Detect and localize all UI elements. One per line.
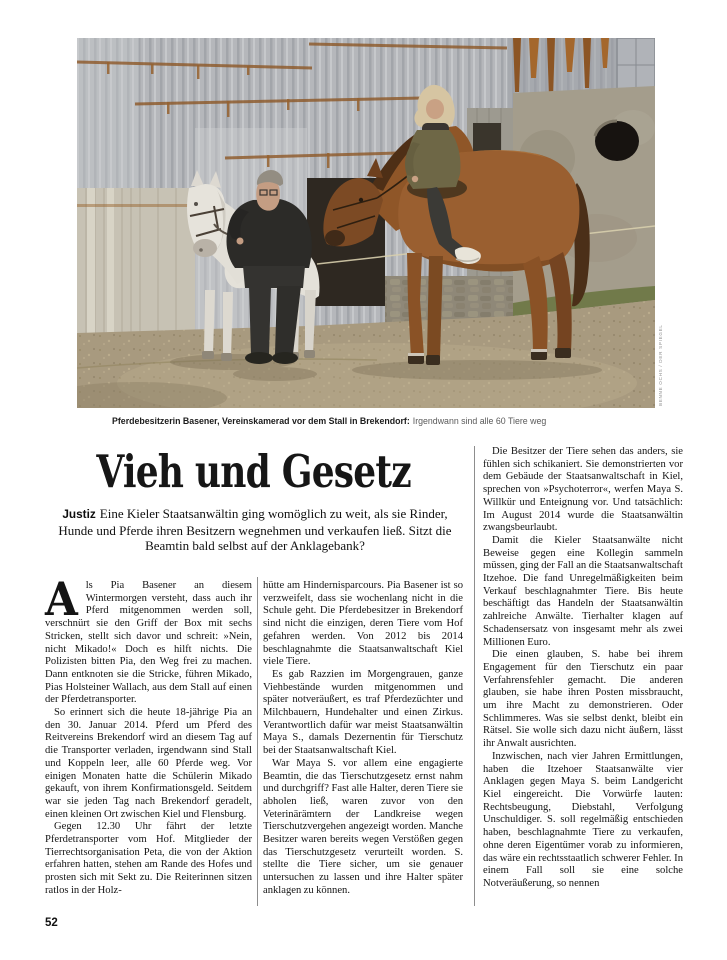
paragraph: Es gab Razzien im Morgengrauen, ganze Viehbestände wurden mitgenommen und später notveräußert, es traf Pferdezüchter und Milchbauern, Hundehalter und einen Zirkus. Verantwortlich dafür war meist Staatsanwältin Maya S., damals Dezernentin für Tierschutz bei der Staatsanwaltschaft Kiel.: [263, 668, 463, 757]
paragraph: hütte am Hindernisparcours. Pia Basener ist so verzweifelt, dass sie wochenlang nicht in die Schule geht. Die Pferdebesitzer in Brekendorf sind nicht die einzigen, deren Tiere vom Hof gefahren werden. Von 2012 bis 2014 beschlagnahmte die Staatsanwaltschaft Kiel viele Tiere.: [263, 580, 463, 668]
kicker: Justiz: [62, 507, 96, 521]
paragraph: War Maya S. vor allem eine engagierte Beamtin, die das Tierschutzgesetz ernst nahm und durchgriff? Fast alle Halter, deren Tiere sie abholen ließ, waren zuvor von den Veterinärämtern der Landkreise wegen Tierschutzvergehen angezeigt worden. Manche Besitzer waren bereits wegen Verstößen gegen das Tierschutzgesetz verurteilt worden. S. stellte die Tiere sicher, um sie genauer untersuchen zu lassen und ihre Halter später anklagen zu können.: [263, 757, 463, 896]
column-rule: [257, 577, 258, 906]
deck: [55, 506, 455, 554]
column-1: [45, 572, 252, 898]
headline: [45, 445, 463, 498]
caption-regular: Irgendwann sind alle 60 Tiere weg: [412, 416, 547, 426]
column-rule: [474, 446, 475, 906]
paragraph: Die einen glauben, S. habe bei ihrem Engagement für den Tierschutz ein paar Verfahrensfehler gemacht. Die anderen glauben, sie habe ihren Posten missbraucht, um ihre Macht zu demonstrieren. Oder Schlimmeres. Was sie selbst denkt, bleibt ein Rätsel. Sie wolle sich dazu nicht äußern, lässt ihr Anwalt ausrichten.: [483, 649, 683, 750]
photo-credit: BENNE OCHS / DER SPIEGEL: [658, 324, 663, 406]
stall-photo: [77, 38, 655, 408]
paragraph: [45, 572, 252, 707]
deck-text: Eine Kieler Staatsanwältin ging womöglich zu weit, als sie Rinder, Hunde und Pferde ihren Besitzern wegnehmen und verkaufen ließ. Sitzt die Beamtin bald selbst auf der Anklagebank?: [58, 506, 452, 554]
headline-text: Vieh und Gesetz: [96, 445, 412, 498]
dropcap: A: [45, 572, 78, 626]
paragraph: So erinnert sich die heute 18-jährige Pia an den 30. Januar 2014. Pferd um Pferd des Reitvereins Brekendorf wird an diesem Tag auf die Transporter verladen, irgendwann sind Stall und Koppeln leer, alle 60 Pferde weg. Vor einigen Monaten hatte die Schülerin Mikado gekauft, von ihrem Konfirmationsgeld. Seitdem war sie jeden Tag nach Brekendorf geradelt, einen kleinen Ort zwischen Kiel und Flensburg.: [45, 707, 252, 820]
column-2: [263, 580, 463, 898]
caption-bold: Pferdebesitzerin Basener, Vereinskamerad vor dem Stall in Brekendorf:: [112, 416, 410, 426]
paragraph: Die Besitzer der Tiere sehen das anders, sie fühlen sich schikaniert. Sie demonstrierten vor dem Gebäude der Staatsanwaltschaft in Kiel, sprechen von »Psychoterror«, werfen Maya S. Willkür und Enteignung vor. Und tatsächlich: Im August 2014 wurde die Staatsanwältin zwangsbeurlaubt.: [483, 446, 683, 534]
stall-photo-illustration: [77, 38, 655, 408]
paragraph: Damit die Kieler Staatsanwälte nicht Beweise gegen eine Kollegin sammeln müssen, ging der Fall an die Staatsanwaltschaft Itzehoe. Die fand Unregelmäßigkeiten beim Verkauf beschlagnahmter Tiere. Bis heute beschäftigt das Handeln der Staatsanwältin zahlreiche Anwälte. Tierhalter klagen auf Schadensersatz von insgesamt mehr als zwei Millionen Euro.: [483, 534, 683, 648]
paragraph-text: ls Pia Basener an diesem Wintermorgen versteht, dass auch ihr Pferd mitgenommen werden soll, verschnürt sie den Griff der Box mit sechs Stricken, stellt sich davor und schreit: »Nein, nicht Mikado!« Doch es hilft nichts. Die Polizisten bitten Pia, den Weg frei zu machen. Dann entknoten sie die Stricke, führen Mikado, Pias Holsteiner Wallach, aus dem Stall auf einen der Pferdetransporter.: [45, 580, 252, 706]
plank-wall: [77, 188, 195, 333]
paragraph: Inzwischen, nach vier Jahren Ermittlungen, haben die Itzehoer Staatsanwälte vier Anklagen gegen Maya S. beim Landgericht Kiel eingereicht. Die Vorwürfe lauten: Rechtsbeugung, Diebstahl, Verfolgung Unschuldiger. S. soll regelmäßig entschieden haben, beschlagnahmte Tiere zu verkaufen, ohne deren Eigentümer vorab zu informieren, das wäre ein rechtsstaatlich schwerer Fehler. In einem Fall soll sie eine solche Notveräußerung, so nennen: [483, 750, 683, 889]
column-3: [483, 446, 683, 891]
paragraph: Gegen 12.30 Uhr fährt der letzte Pferdetransporter vom Hof. Mitglieder der Tierrechtsorganisation Peta, die von der Aktion erfahren hatten, stehen am Rande des Hofes und prosten sich mit Sekt zu. Die Reiterinnen sitzen ratlos in der Holz-: [45, 821, 252, 896]
photo-caption: [112, 416, 546, 426]
page-number: 52: [45, 917, 58, 929]
